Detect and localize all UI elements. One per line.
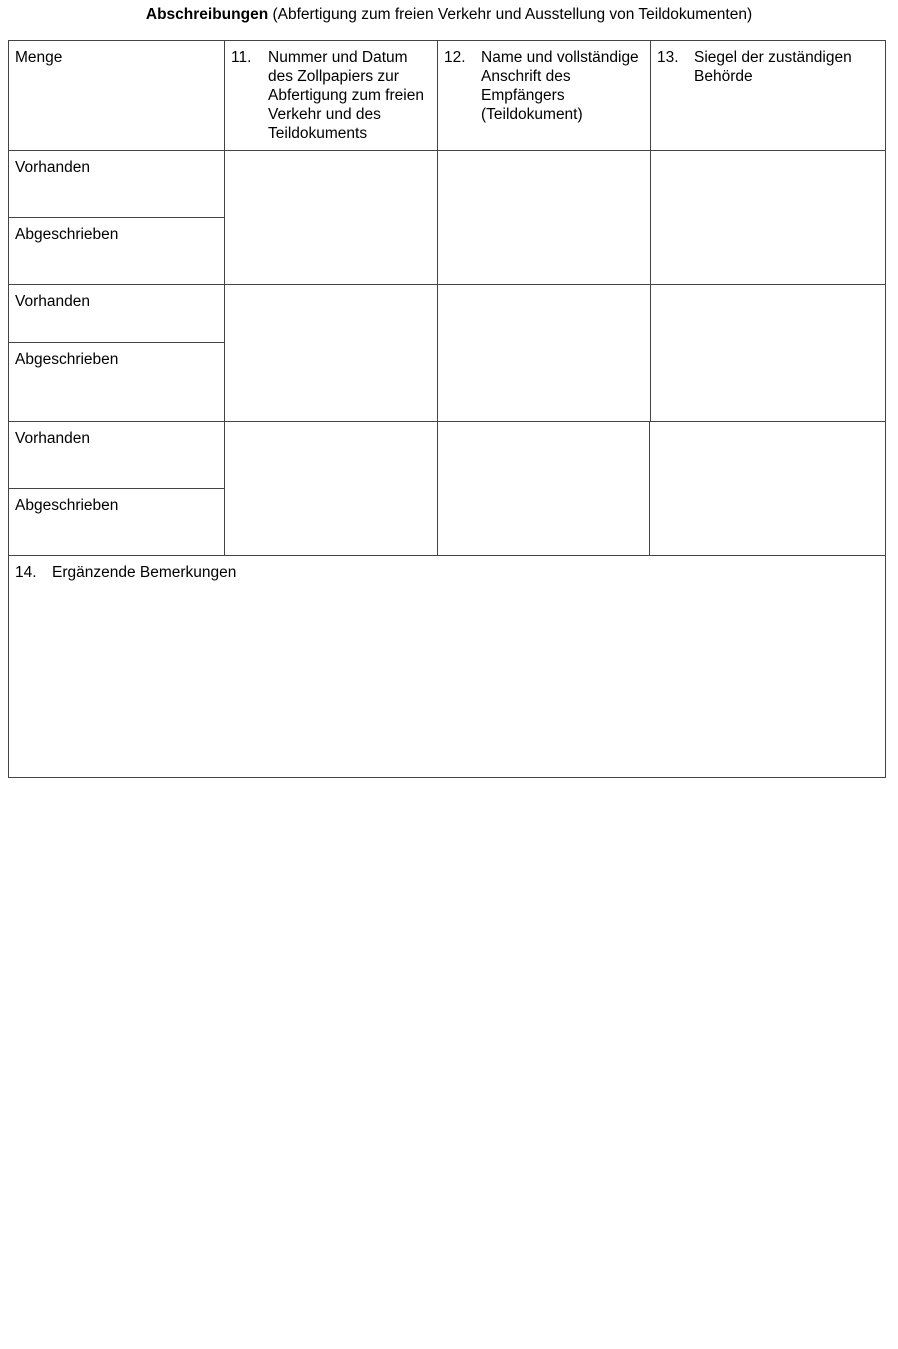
row-3-written-off-cell[interactable]	[8, 488, 225, 556]
field-12-label: Name und vollständige Anschrift des Empfängers (Teildokument)	[481, 49, 639, 123]
row-3-written-off-label: Abgeschrieben	[15, 497, 119, 514]
row-2-written-off-label: Abgeschrieben	[15, 351, 119, 368]
field-11-number: 11.	[231, 49, 252, 66]
field-11-label: Nummer und Datum des Zollpapiers zur Abfertigung zum freien Verkehr und des Teildokuments	[268, 49, 424, 142]
row-2-written-off-cell[interactable]	[8, 342, 225, 422]
remarks-field-14[interactable]	[8, 555, 886, 778]
field-13-label: Siegel der zuständigen Behörde	[694, 49, 852, 85]
header-field-12	[437, 40, 651, 151]
header-quantity-label: Menge	[15, 49, 63, 66]
header-field-11	[224, 40, 438, 151]
row-3-available-label: Vorhanden	[15, 430, 90, 447]
field-14-number: 14.	[15, 564, 37, 581]
field-12-number: 12.	[444, 49, 466, 66]
title-subtitle: (Abfertigung zum freien Verkehr und Ausstellung von Teildokumenten)	[268, 6, 753, 23]
row-1-written-off-label: Abgeschrieben	[15, 226, 119, 243]
field-14-label: Ergänzende Bemerkungen	[52, 564, 237, 581]
row-2-available-label: Vorhanden	[15, 293, 90, 310]
title-bold: Abschreibungen	[145, 6, 269, 23]
row-1-available-cell[interactable]	[8, 150, 225, 218]
row-2-available-cell[interactable]	[8, 284, 225, 343]
header-quantity	[8, 40, 225, 151]
row-1-field-13-entry[interactable]	[650, 150, 886, 285]
row-3-field-12-entry[interactable]	[437, 421, 650, 556]
row-2-field-12-entry[interactable]	[437, 284, 651, 422]
form-section-title	[0, 5, 898, 24]
row-1-available-label: Vorhanden	[15, 159, 90, 176]
row-3-field-13-entry[interactable]	[649, 421, 886, 556]
row-3-field-11-entry[interactable]	[224, 421, 438, 556]
row-3-available-cell[interactable]	[8, 421, 225, 489]
row-1-field-11-entry[interactable]	[224, 150, 438, 285]
field-13-number: 13.	[657, 49, 679, 66]
row-1-written-off-cell[interactable]	[8, 217, 225, 285]
write-off-table	[8, 40, 886, 778]
row-2-field-13-entry[interactable]	[650, 284, 886, 422]
row-2-field-11-entry[interactable]	[224, 284, 438, 422]
row-1-field-12-entry[interactable]	[437, 150, 651, 285]
header-field-13	[650, 40, 886, 151]
